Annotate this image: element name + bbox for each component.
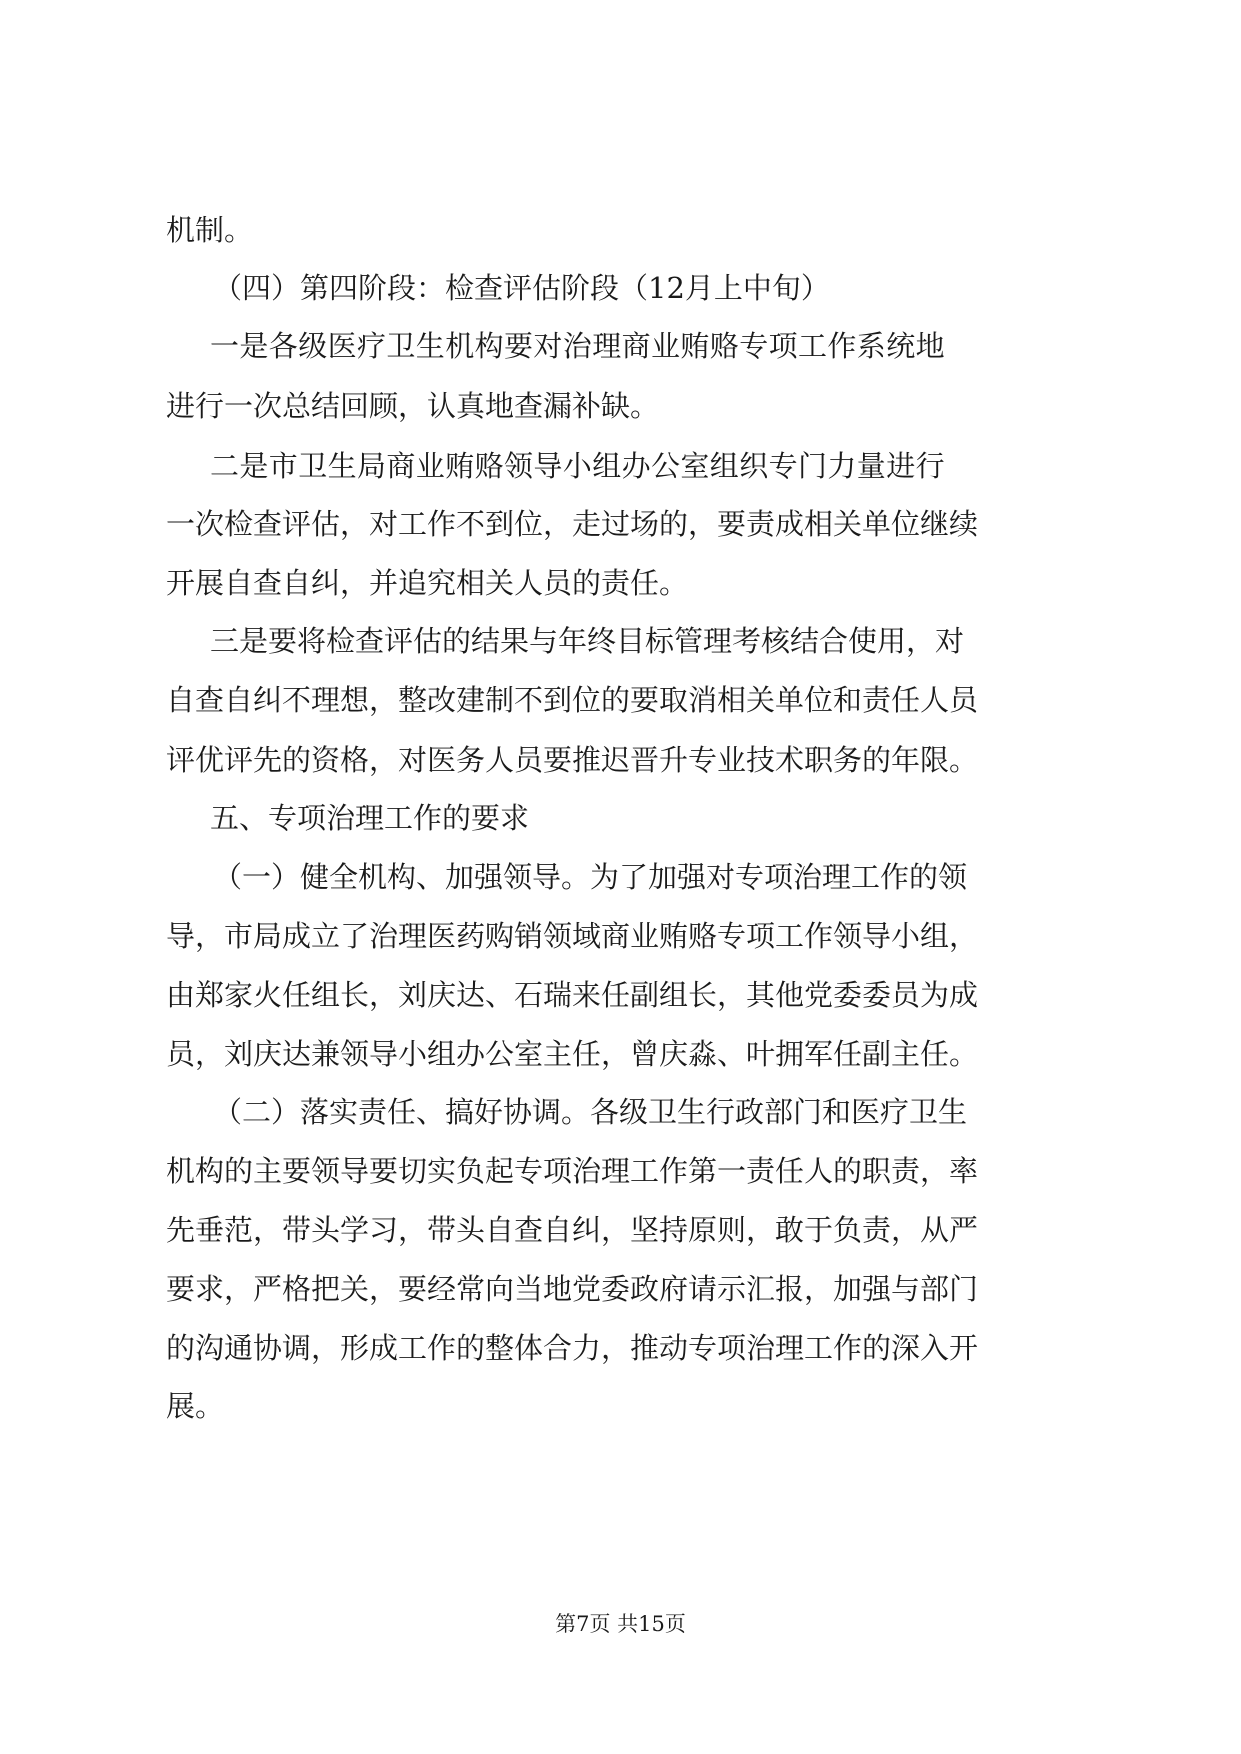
text-line: 要求，严格把关，要经常向当地党委政府请示汇报，加强与部门	[166, 1272, 979, 1306]
page-number-footer: 第7页 共15页	[555, 1612, 686, 1636]
section-heading: （四）第四阶段：检查评估阶段（12月上中旬）	[213, 271, 830, 305]
text-line: 评优评先的资格，对医务人员要推迟晋升专业技术职务的年限。	[166, 743, 979, 777]
text-line: 机制。	[166, 213, 254, 247]
text-line: 导，市局成立了治理医药购销领域商业贿赂专项工作领导小组，	[166, 919, 979, 953]
text-line: 的沟通协调，形成工作的整体合力，推动专项治理工作的深入开	[166, 1331, 979, 1365]
text-line: 开展自查自纠，并追究相关人员的责任。	[166, 566, 689, 600]
text-line: 进行一次总结回顾，认真地查漏补缺。	[166, 389, 660, 423]
text-line: 机构的主要领导要切实负起专项治理工作第一责任人的职责，率	[166, 1154, 979, 1188]
text-line: 一是各级医疗卫生机构要对治理商业贿赂专项工作系统地	[210, 329, 946, 363]
text-line: 展。	[166, 1389, 225, 1423]
text-line: 三是要将检查评估的结果与年终目标管理考核结合使用，对	[210, 624, 965, 658]
text-line: 自查自纠不理想，整改建制不到位的要取消相关单位和责任人员	[166, 683, 979, 717]
section-heading: 五、专项治理工作的要求	[210, 801, 530, 835]
text-line: 二是市卫生局商业贿赂领导小组办公室组织专门力量进行	[210, 449, 946, 483]
text-line: （一）健全机构、加强领导。为了加强对专项治理工作的领	[213, 860, 968, 894]
text-line: 由郑家火任组长，刘庆达、石瑞来任副组长，其他党委委员为成	[166, 978, 979, 1012]
text-line: （二）落实责任、搞好协调。各级卫生行政部门和医疗卫生	[213, 1095, 968, 1129]
text-line: 员，刘庆达兼领导小组办公室主任，曾庆淼、叶拥军任副主任。	[166, 1037, 979, 1071]
text-line: 一次检查评估，对工作不到位，走过场的，要责成相关单位继续	[166, 507, 979, 541]
text-line: 先垂范，带头学习，带头自查自纠，坚持原则，敢于负责，从严	[166, 1213, 979, 1247]
